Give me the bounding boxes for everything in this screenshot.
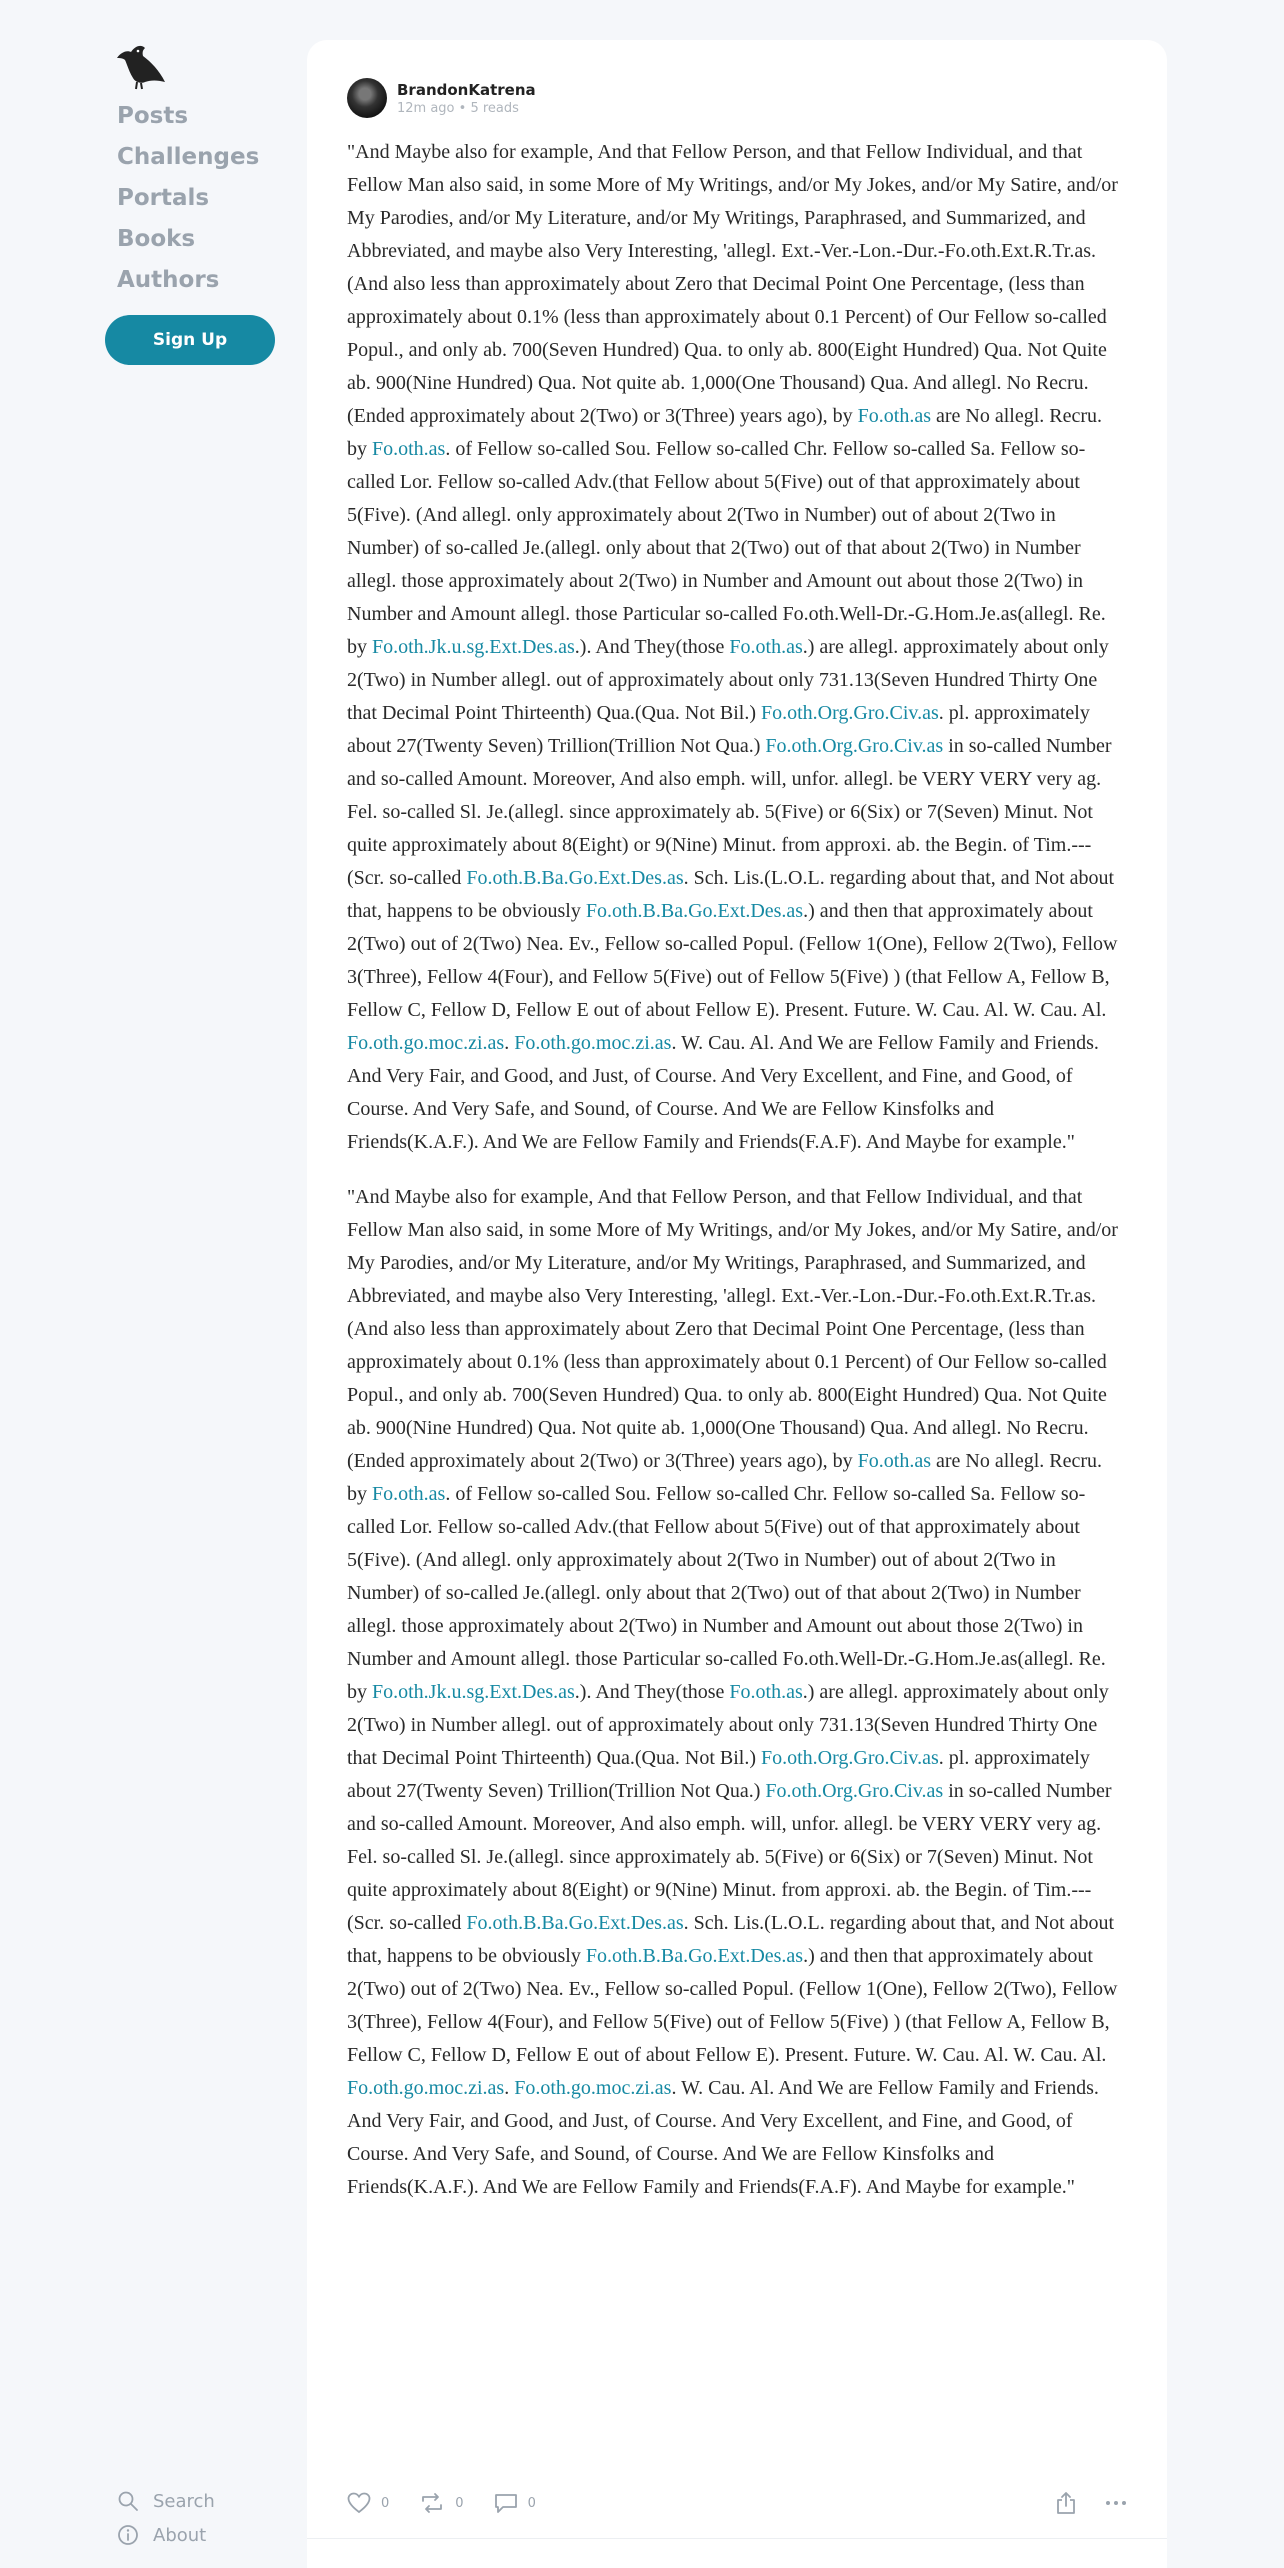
paragraph-text: . Sch. Lis.(L.O.L. regarding about that, and Not about that, happens to be obviously: [347, 867, 1115, 922]
inline-link[interactable]: Fo.oth.as: [372, 438, 446, 460]
author-name[interactable]: BrandonKatrena: [397, 80, 536, 99]
nav-posts[interactable]: Posts: [117, 103, 189, 129]
card-divider: [307, 2538, 1167, 2539]
repost-button[interactable]: [419, 2492, 463, 2514]
paragraph-text: .) and then that approximately about 2(Two) out of 2(Two) Nea. Ev., Fellow so-called Popul. (Fellow 1(One), Fellow 2(Two), Fellow 3(Three), Fellow 4(Four), and Fellow 5(Five) out of Fellow 5(Five) ) (that Fellow A, Fellow B, Fellow C, Fellow D, Fellow E out of about Fellow E). Present. Future. W. Cau. Al. W. Cau. Al.: [347, 1945, 1118, 2066]
info-icon: [117, 2524, 139, 2546]
avatar[interactable]: [347, 78, 387, 118]
paragraph-text: .) are allegl. approximately about only 2(Two) in Number allegl. out of approximately about only 731.13(Seven Hundred Thirty One that Decimal Point Thirteenth) Qua.(Qua. Not Bil.): [347, 1681, 1109, 1769]
search-icon: [117, 2490, 139, 2512]
inline-link[interactable]: Fo.oth.go.moc.zi.as: [347, 2077, 505, 2099]
inline-link[interactable]: Fo.oth.as: [729, 1681, 803, 1703]
paragraph-text: in so-called Number and so-called Amount. Moreover, And also emph. will, unfor. allegl. be VERY VERY very ag. Fel. so-called Sl. Je.(allegl. since approximately ab. 5(Five) or 6(Six) or 7(Seven) Minut. Not quite approximately about 8(Eight) or 9(Nine) Minut. from approxi. ab. the Begin. of Tim.---(Scr. so-called: [347, 735, 1112, 889]
post-actions: [347, 2488, 1127, 2518]
inline-link[interactable]: Fo.oth.Org.Gro.Civ.as: [765, 735, 944, 757]
like-button[interactable]: [347, 2492, 389, 2514]
inline-link[interactable]: Fo.oth.Org.Gro.Civ.as: [760, 1747, 939, 1769]
paragraph-text: . of Fellow so-called Sou. Fellow so-called Chr. Fellow so-called Sa. Fellow so-called Lor. Fellow so-called Adv.(that Fellow about 5(Five) out of that approximately about 5(Five). (And allegl. only approximately about 2(Two in Number) out of about 2(Two in Number) of so-called Je.(allegl. only about that 2(Two) out of that about 2(Two) in Number allegl. those approximately about 2(Two) in Number and Amount out about those 2(Two) in Number and Amount allegl. those Particular so-called Fo.oth.Well-Dr.-G.Hom.Je.as(allegl. Re. by: [347, 1483, 1106, 1703]
nav-portals[interactable]: Portals: [117, 185, 210, 211]
inline-link[interactable]: Fo.oth.as: [729, 636, 803, 658]
paragraph-text: . pl. approximately about 27(Twenty Seven) Trillion(Trillion Not Qua.): [347, 702, 1090, 757]
comment-button[interactable]: [494, 2492, 536, 2514]
comment-icon: [494, 2492, 518, 2514]
paragraph-text: .). And They(those: [574, 1681, 730, 1703]
inline-link[interactable]: Fo.oth.Jk.u.sg.Ext.Des.as: [372, 1681, 575, 1703]
heart-icon: [347, 2492, 371, 2514]
nav-challenges[interactable]: Challenges: [117, 144, 260, 170]
paragraph-text: .) are allegl. approximately about only 2(Two) in Number allegl. out of approximately about only 731.13(Seven Hundred Thirty One that Decimal Point Thirteenth) Qua.(Qua. Not Bil.): [347, 636, 1109, 724]
nav-books[interactable]: Books: [117, 226, 196, 252]
raven-logo-icon[interactable]: [111, 40, 167, 90]
post-card: [307, 40, 1167, 2568]
paragraph-text: . of Fellow so-called Sou. Fellow so-called Chr. Fellow so-called Sa. Fellow so-called Lor. Fellow so-called Adv.(that Fellow about 5(Five) out of that approximately about 5(Five). (And allegl. only approximately about 2(Two in Number) out of about 2(Two in Number) of so-called Je.(allegl. only about that 2(Two) out of that about 2(Two) in Number allegl. those approximately about 2(Two) in Number and Amount out about those 2(Two) in Number and Amount allegl. those Particular so-called Fo.oth.Well-Dr.-G.Hom.Je.as(allegl. Re. by: [347, 438, 1106, 658]
paragraph-text: "And Maybe also for example, And that Fellow Person, and that Fellow Individual, and that Fellow Man also said, in some More of My Writings, and/or My Jokes, and/or My Satire, and/or My Parodies, and/or My Literature, and/or My Writings, Paraphrased, and Summarized, and Abbreviated, and maybe also Very Interesting, 'allegl. Ext.-Ver.-Lon.-Dur.-Fo.oth.Ext.R.Tr.as.(And also less than approximately about Zero that Decimal Point One Percentage, (less than approximately about 0.1% (less than approximately about 0.1 Percent) of Our Fellow so-called Popul., and only ab. 700(Seven Hundred) Qua. to only ab. 800(Eight Hundred) Qua. Not Quite ab. 900(Nine Hundred) Qua. Not quite ab. 1,000(One Thousand) Qua. And allegl. No Recru.(Ended approximately about 2(Two) or 3(Three) years ago), by: [347, 1186, 1118, 1472]
post-meta: 12m ago • 5 reads: [397, 100, 519, 116]
post-actions-right: [1027, 2491, 1127, 2515]
comment-count: 0: [527, 2495, 536, 2511]
paragraph-text: in so-called Number and so-called Amount. Moreover, And also emph. will, unfor. allegl. be VERY VERY very ag. Fel. so-called Sl. Je.(allegl. since approximately ab. 5(Five) or 6(Six) or 7(Seven) Minut. Not quite approximately about 8(Eight) or 9(Nine) Minut. from approxi. ab. the Begin. of Tim.---(Scr. so-called: [347, 1780, 1112, 1934]
inline-link[interactable]: Fo.oth.Jk.u.sg.Ext.Des.as: [372, 636, 575, 658]
inline-link[interactable]: Fo.oth.B.Ba.Go.Ext.Des.as: [585, 900, 804, 922]
inline-link[interactable]: Fo.oth.as: [857, 405, 931, 427]
inline-link[interactable]: Fo.oth.go.moc.zi.as: [514, 2077, 672, 2099]
inline-link[interactable]: Fo.oth.as: [857, 1450, 931, 1472]
search-label: Search: [153, 2490, 215, 2512]
more-dots-icon: [1105, 2491, 1127, 2515]
sign-up-button[interactable]: Sign Up: [105, 315, 275, 365]
paragraph-text: . W. Cau. Al. And We are Fellow Family and Friends. And Very Fair, and Good, and Just, of Course. And Very Excellent, and Fine, and Good, of Course. And Very Safe, and Sound, of Course. And We are Fellow Kinsfolks and Friends(K.A.F.). And We are Fellow Family and Friends(F.A.F). And Maybe for example.": [347, 1032, 1099, 1153]
share-icon: [1055, 2491, 1077, 2515]
inline-link[interactable]: Fo.oth.as: [372, 1483, 446, 1505]
paragraph-text: .). And They(those: [574, 636, 730, 658]
paragraph-text: .: [504, 2077, 515, 2099]
paragraph-text: "And Maybe also for example, And that Fellow Person, and that Fellow Individual, and that Fellow Man also said, in some More of My Writings, and/or My Jokes, and/or My Satire, and/or My Parodies, and/or My Literature, and/or My Writings, Paraphrased, and Summarized, and Abbreviated, and maybe also Very Interesting, 'allegl. Ext.-Ver.-Lon.-Dur.-Fo.oth.Ext.R.Tr.as.(And also less than approximately about Zero that Decimal Point One Percentage, (less than approximately about 0.1% (less than approximately about 0.1 Percent) of Our Fellow so-called Popul., and only ab. 700(Seven Hundred) Qua. to only ab. 800(Eight Hundred) Qua. Not Quite ab. 900(Nine Hundred) Qua. Not quite ab. 1,000(One Thousand) Qua. And allegl. No Recru.(Ended approximately about 2(Two) or 3(Three) years ago), by: [347, 141, 1118, 427]
inline-link[interactable]: Fo.oth.go.moc.zi.as: [514, 1032, 672, 1054]
about-link[interactable]: [117, 2518, 215, 2552]
bottom-nav: [117, 2484, 215, 2552]
author-row: [347, 78, 1127, 118]
share-button[interactable]: [1055, 2491, 1077, 2515]
paragraph-text: . Sch. Lis.(L.O.L. regarding about that, and Not about that, happens to be obviously: [347, 1912, 1115, 1967]
search-link[interactable]: [117, 2484, 215, 2518]
paragraph-text: . W. Cau. Al. And We are Fellow Family and Friends. And Very Fair, and Good, and Just, of Course. And Very Excellent, and Fine, and Good, of Course. And Very Safe, and Sound, of Course. And We are Fellow Kinsfolks and Friends(K.A.F.). And We are Fellow Family and Friends(F.A.F). And Maybe for example.": [347, 2077, 1099, 2198]
inline-link[interactable]: Fo.oth.B.Ba.Go.Ext.Des.as: [466, 1912, 684, 1934]
paragraph-text: .) and then that approximately about 2(Two) out of 2(Two) Nea. Ev., Fellow so-called Popul. (Fellow 1(One), Fellow 2(Two), Fellow 3(Three), Fellow 4(Four), and Fellow 5(Five) out of Fellow 5(Five) ) (that Fellow A, Fellow B, Fellow C, Fellow D, Fellow E out of about Fellow E). Present. Future. W. Cau. Al. W. Cau. Al.: [347, 900, 1118, 1021]
more-options-button[interactable]: [1105, 2491, 1127, 2515]
inline-link[interactable]: Fo.oth.Org.Gro.Civ.as: [765, 1780, 944, 1802]
paragraph-text: . pl. approximately about 27(Twenty Seven) Trillion(Trillion Not Qua.): [347, 1747, 1090, 1802]
like-count: 0: [381, 2495, 390, 2511]
sidebar: [105, 40, 285, 365]
inline-link[interactable]: Fo.oth.B.Ba.Go.Ext.Des.as: [585, 1945, 804, 1967]
inline-link[interactable]: Fo.oth.Org.Gro.Civ.as: [760, 702, 939, 724]
repost-count: 0: [455, 2495, 464, 2511]
about-label: About: [153, 2524, 207, 2546]
nav-authors[interactable]: Authors: [117, 267, 220, 293]
paragraph-text: .: [504, 1032, 515, 1054]
inline-link[interactable]: Fo.oth.B.Ba.Go.Ext.Des.as: [466, 867, 684, 889]
post-paragraph: [347, 1181, 1127, 2204]
repost-icon: [419, 2492, 445, 2514]
paragraph-text: are No allegl. Recru. by: [347, 405, 1103, 460]
inline-link[interactable]: Fo.oth.go.moc.zi.as: [347, 1032, 505, 1054]
paragraph-text: are No allegl. Recru. by: [347, 1450, 1103, 1505]
post-paragraph: [347, 136, 1127, 1159]
